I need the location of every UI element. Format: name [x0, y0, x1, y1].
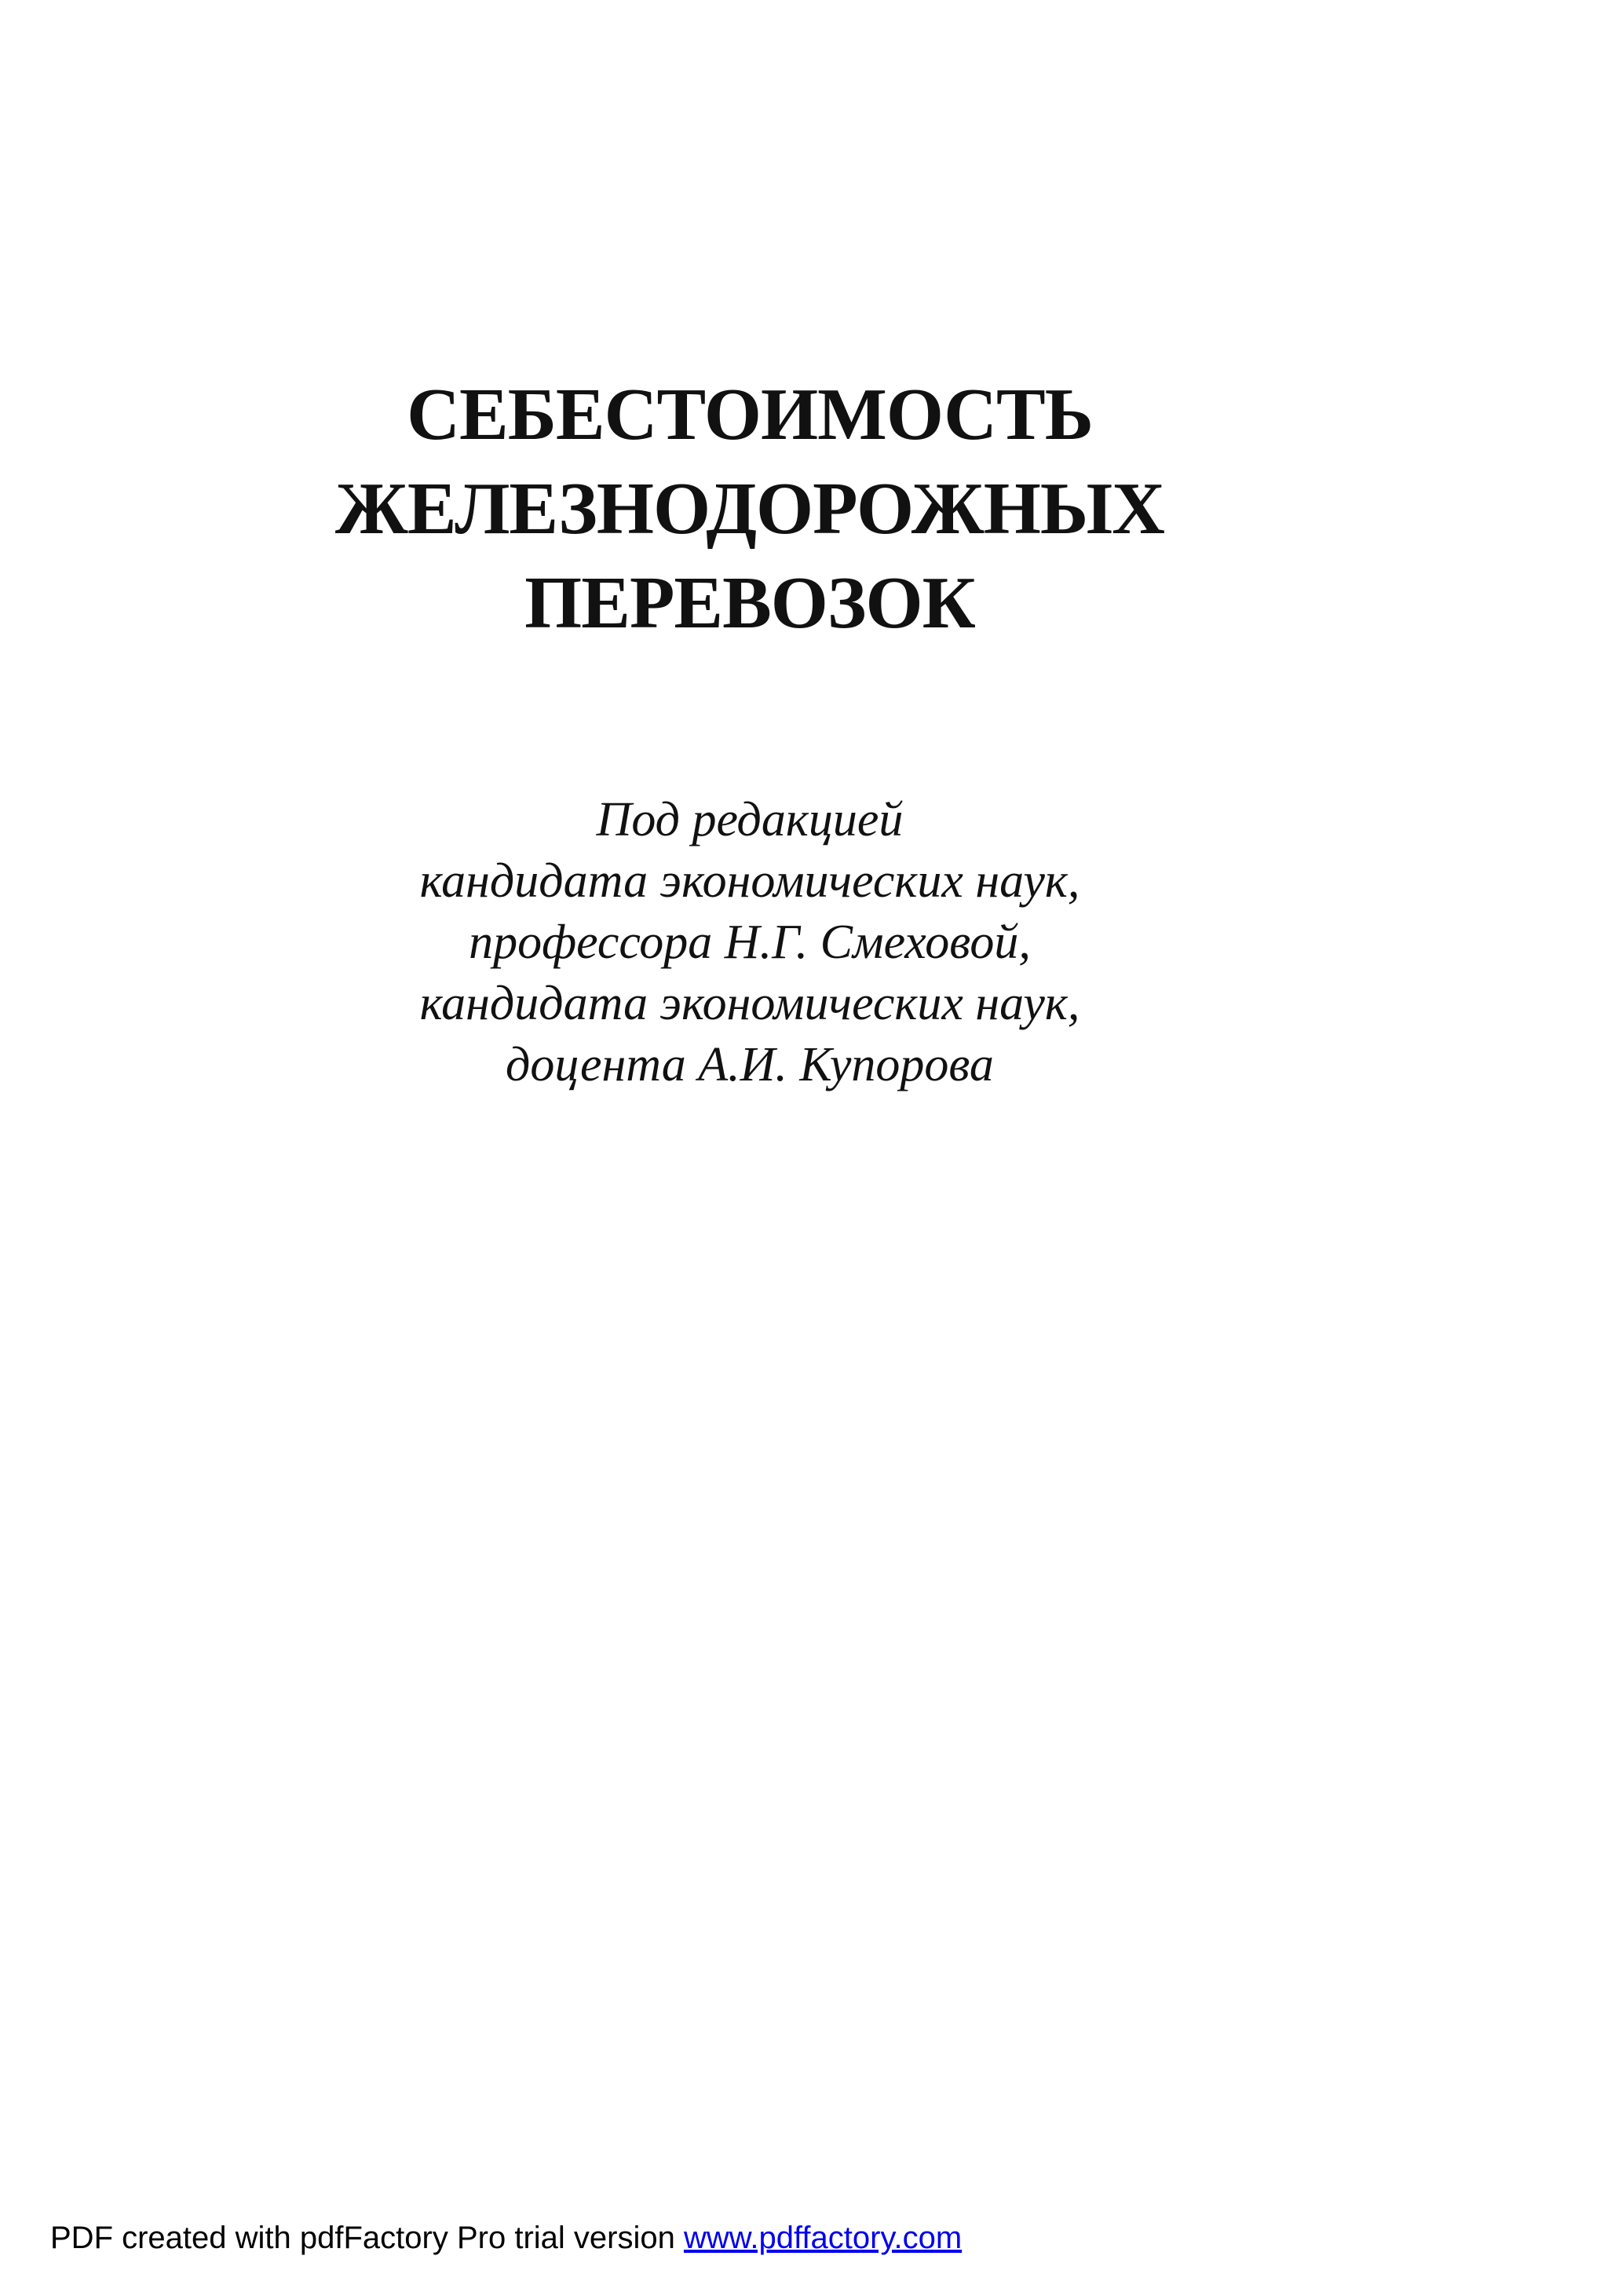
- footer-text: PDF created with pdfFactory Pro trial version: [50, 2221, 684, 2255]
- footer-link[interactable]: www.pdffactory.com: [683, 2221, 963, 2255]
- editors-line-1: Под редакцией: [596, 793, 904, 846]
- title-line-2: ЖЕЛЕЗНОДОРОЖНЫХ: [334, 468, 1165, 550]
- editors-line-5: доцента А.И. Купорова: [506, 1038, 994, 1091]
- editors-line-2: кандидата экономических наук,: [419, 854, 1080, 908]
- editors-line-3: профессора Н.Г. Смеховой,: [469, 916, 1031, 969]
- editors-credits: [0, 789, 1500, 1095]
- title-line-1: СЕБЕСТОИМОСТЬ: [407, 374, 1093, 455]
- title-line-3: ПЕРЕВОЗОК: [524, 562, 975, 644]
- pdf-footer: [50, 2219, 962, 2257]
- book-title: [0, 367, 1500, 650]
- editors-line-4: кандидата экономических наук,: [419, 977, 1080, 1030]
